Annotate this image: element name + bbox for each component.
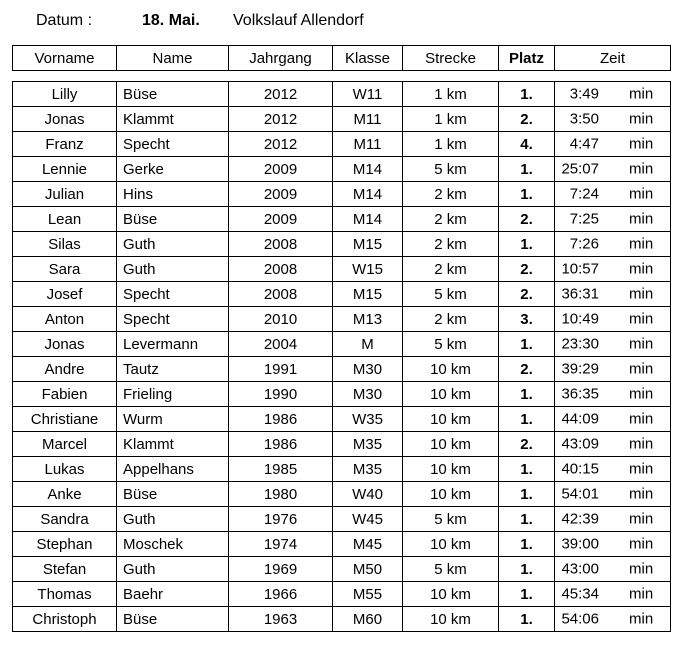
cell-platz: 1. (499, 157, 555, 182)
table-row (13, 207, 671, 232)
cell-klasse: W15 (333, 257, 403, 282)
cell-klasse: M14 (333, 207, 403, 232)
cell-strecke: 10 km (403, 457, 499, 482)
cell-zeit (555, 107, 671, 132)
cell-jahrgang: 2008 (229, 232, 333, 257)
cell-vorname: Fabien (13, 382, 117, 407)
time-unit: min (629, 435, 654, 453)
cell-jahrgang: 1976 (229, 507, 333, 532)
cell-jahrgang: 1980 (229, 482, 333, 507)
cell-jahrgang: 1985 (229, 457, 333, 482)
time-unit: min (629, 110, 654, 128)
time-unit: min (629, 160, 654, 178)
cell-klasse: M50 (333, 557, 403, 582)
col-header-zeit: Zeit (555, 46, 671, 71)
cell-platz: 2. (499, 107, 555, 132)
table-row (13, 432, 671, 457)
cell-platz: 1. (499, 82, 555, 107)
cell-name: Guth (117, 557, 229, 582)
cell-jahrgang: 2009 (229, 207, 333, 232)
results-rows (13, 82, 671, 632)
time-unit: min (629, 260, 654, 278)
cell-strecke: 5 km (403, 157, 499, 182)
cell-platz: 1. (499, 557, 555, 582)
time-value: 45:34 (561, 585, 599, 603)
cell-platz: 4. (499, 132, 555, 157)
cell-klasse: M35 (333, 432, 403, 457)
cell-vorname: Franz (13, 132, 117, 157)
time-unit: min (629, 85, 654, 103)
cell-zeit (555, 307, 671, 332)
cell-vorname: Josef (13, 282, 117, 307)
cell-klasse: M55 (333, 582, 403, 607)
cell-jahrgang: 2012 (229, 82, 333, 107)
time-value: 39:00 (561, 535, 599, 553)
time-value: 7:24 (569, 185, 599, 203)
table-row (13, 357, 671, 382)
cell-zeit (555, 507, 671, 532)
cell-vorname: Sara (13, 257, 117, 282)
results-header-table (12, 45, 671, 71)
cell-strecke: 10 km (403, 407, 499, 432)
cell-name: Specht (117, 132, 229, 157)
time-value: 54:01 (561, 485, 599, 503)
cell-zeit (555, 582, 671, 607)
datum-label: Datum : (36, 12, 93, 29)
time-unit: min (629, 560, 654, 578)
cell-strecke: 2 km (403, 182, 499, 207)
cell-name: Klammt (117, 432, 229, 457)
cell-jahrgang: 1986 (229, 432, 333, 457)
cell-strecke: 2 km (403, 207, 499, 232)
cell-zeit (555, 282, 671, 307)
cell-vorname: Sandra (13, 507, 117, 532)
cell-name: Guth (117, 257, 229, 282)
table-row (13, 307, 671, 332)
cell-vorname: Anton (13, 307, 117, 332)
cell-klasse: M15 (333, 232, 403, 257)
cell-jahrgang: 1963 (229, 607, 333, 632)
time-unit: min (629, 410, 654, 428)
cell-strecke: 10 km (403, 382, 499, 407)
time-value: 3:50 (569, 110, 599, 128)
time-value: 40:15 (561, 460, 599, 478)
cell-klasse: M11 (333, 132, 403, 157)
cell-vorname: Thomas (13, 582, 117, 607)
cell-platz: 1. (499, 232, 555, 257)
cell-zeit (555, 182, 671, 207)
time-value: 25:07 (561, 160, 599, 178)
cell-strecke: 10 km (403, 482, 499, 507)
cell-klasse: M35 (333, 457, 403, 482)
cell-vorname: Lean (13, 207, 117, 232)
cell-platz: 1. (499, 182, 555, 207)
cell-platz: 1. (499, 532, 555, 557)
time-unit: min (629, 535, 654, 553)
cell-name: Hins (117, 182, 229, 207)
cell-vorname: Lilly (13, 82, 117, 107)
cell-platz: 1. (499, 507, 555, 532)
col-header-jahrgang: Jahrgang (229, 46, 333, 71)
cell-name: Büse (117, 82, 229, 107)
cell-name: Tautz (117, 357, 229, 382)
cell-zeit (555, 607, 671, 632)
table-row (13, 582, 671, 607)
cell-klasse: M14 (333, 182, 403, 207)
cell-platz: 3. (499, 307, 555, 332)
table-row (13, 257, 671, 282)
header-row (13, 46, 671, 71)
cell-jahrgang: 1990 (229, 382, 333, 407)
cell-zeit (555, 482, 671, 507)
time-unit: min (629, 360, 654, 378)
cell-klasse: W40 (333, 482, 403, 507)
cell-platz: 1. (499, 607, 555, 632)
cell-klasse: M30 (333, 357, 403, 382)
cell-strecke: 10 km (403, 432, 499, 457)
cell-klasse: W35 (333, 407, 403, 432)
cell-platz: 1. (499, 457, 555, 482)
cell-vorname: Christoph (13, 607, 117, 632)
cell-zeit (555, 82, 671, 107)
cell-strecke: 5 km (403, 557, 499, 582)
cell-platz: 2. (499, 357, 555, 382)
cell-platz: 2. (499, 207, 555, 232)
table-row (13, 232, 671, 257)
cell-jahrgang: 2009 (229, 182, 333, 207)
document-header (0, 12, 687, 34)
cell-klasse: M45 (333, 532, 403, 557)
cell-vorname: Stephan (13, 532, 117, 557)
time-value: 54:06 (561, 610, 599, 628)
cell-jahrgang: 2008 (229, 282, 333, 307)
cell-name: Moschek (117, 532, 229, 557)
time-value: 44:09 (561, 410, 599, 428)
cell-strecke: 1 km (403, 107, 499, 132)
time-unit: min (629, 585, 654, 603)
cell-vorname: Silas (13, 232, 117, 257)
cell-strecke: 2 km (403, 257, 499, 282)
cell-vorname: Christiane (13, 407, 117, 432)
cell-jahrgang: 2012 (229, 107, 333, 132)
cell-klasse: M (333, 332, 403, 357)
event-title: Volkslauf Allendorf (233, 12, 364, 29)
cell-vorname: Lukas (13, 457, 117, 482)
cell-strecke: 1 km (403, 132, 499, 157)
time-unit: min (629, 310, 654, 328)
time-value: 10:57 (561, 260, 599, 278)
time-value: 43:00 (561, 560, 599, 578)
time-unit: min (629, 135, 654, 153)
cell-zeit (555, 157, 671, 182)
table-row (13, 132, 671, 157)
cell-jahrgang: 2004 (229, 332, 333, 357)
table-row (13, 182, 671, 207)
cell-platz: 1. (499, 382, 555, 407)
cell-strecke: 5 km (403, 507, 499, 532)
cell-platz: 1. (499, 482, 555, 507)
cell-strecke: 10 km (403, 607, 499, 632)
table-row (13, 332, 671, 357)
cell-vorname: Andre (13, 357, 117, 382)
cell-platz: 2. (499, 257, 555, 282)
cell-vorname: Stefan (13, 557, 117, 582)
cell-strecke: 5 km (403, 332, 499, 357)
cell-vorname: Lennie (13, 157, 117, 182)
time-unit: min (629, 335, 654, 353)
cell-jahrgang: 2012 (229, 132, 333, 157)
cell-zeit (555, 457, 671, 482)
time-unit: min (629, 185, 654, 203)
cell-jahrgang: 2010 (229, 307, 333, 332)
cell-name: Specht (117, 282, 229, 307)
table-row (13, 557, 671, 582)
cell-name: Büse (117, 607, 229, 632)
time-unit: min (629, 460, 654, 478)
table-row (13, 82, 671, 107)
cell-platz: 1. (499, 582, 555, 607)
cell-strecke: 5 km (403, 282, 499, 307)
time-value: 3:49 (569, 85, 599, 103)
time-value: 36:31 (561, 285, 599, 303)
cell-klasse: W45 (333, 507, 403, 532)
table-row (13, 532, 671, 557)
cell-zeit (555, 132, 671, 157)
time-unit: min (629, 210, 654, 228)
cell-klasse: M30 (333, 382, 403, 407)
col-header-klasse: Klasse (333, 46, 403, 71)
time-value: 36:35 (561, 385, 599, 403)
cell-jahrgang: 1991 (229, 357, 333, 382)
time-unit: min (629, 385, 654, 403)
time-value: 39:29 (561, 360, 599, 378)
table-row (13, 482, 671, 507)
table-row (13, 107, 671, 132)
time-unit: min (629, 285, 654, 303)
cell-name: Guth (117, 232, 229, 257)
table-row (13, 457, 671, 482)
table-row (13, 282, 671, 307)
cell-name: Guth (117, 507, 229, 532)
cell-jahrgang: 1986 (229, 407, 333, 432)
cell-vorname: Anke (13, 482, 117, 507)
time-value: 7:25 (569, 210, 599, 228)
cell-zeit (555, 357, 671, 382)
cell-klasse: M11 (333, 107, 403, 132)
cell-vorname: Jonas (13, 107, 117, 132)
time-value: 10:49 (561, 310, 599, 328)
cell-name: Gerke (117, 157, 229, 182)
time-unit: min (629, 235, 654, 253)
cell-vorname: Julian (13, 182, 117, 207)
cell-name: Büse (117, 482, 229, 507)
cell-klasse: W11 (333, 82, 403, 107)
col-header-platz: Platz (499, 46, 555, 71)
time-unit: min (629, 610, 654, 628)
cell-name: Baehr (117, 582, 229, 607)
cell-strecke: 10 km (403, 532, 499, 557)
time-value: 23:30 (561, 335, 599, 353)
cell-strecke: 2 km (403, 232, 499, 257)
table-row (13, 507, 671, 532)
cell-klasse: M60 (333, 607, 403, 632)
time-value: 4:47 (569, 135, 599, 153)
table-row (13, 382, 671, 407)
cell-jahrgang: 2009 (229, 157, 333, 182)
cell-name: Levermann (117, 332, 229, 357)
event-date: 18. Mai. (142, 12, 200, 29)
cell-jahrgang: 2008 (229, 257, 333, 282)
cell-name: Frieling (117, 382, 229, 407)
cell-jahrgang: 1966 (229, 582, 333, 607)
cell-zeit (555, 232, 671, 257)
cell-name: Büse (117, 207, 229, 232)
cell-zeit (555, 557, 671, 582)
cell-strecke: 2 km (403, 307, 499, 332)
cell-jahrgang: 1974 (229, 532, 333, 557)
table-row (13, 407, 671, 432)
time-unit: min (629, 510, 654, 528)
time-value: 43:09 (561, 435, 599, 453)
results-table (12, 81, 671, 632)
cell-klasse: M13 (333, 307, 403, 332)
table-row (13, 157, 671, 182)
cell-strecke: 10 km (403, 357, 499, 382)
cell-name: Specht (117, 307, 229, 332)
cell-zeit (555, 432, 671, 457)
cell-zeit (555, 207, 671, 232)
time-value: 7:26 (569, 235, 599, 253)
cell-platz: 1. (499, 407, 555, 432)
cell-zeit (555, 532, 671, 557)
cell-zeit (555, 382, 671, 407)
cell-strecke: 1 km (403, 82, 499, 107)
cell-jahrgang: 1969 (229, 557, 333, 582)
cell-name: Wurm (117, 407, 229, 432)
cell-platz: 2. (499, 282, 555, 307)
table-row (13, 607, 671, 632)
cell-strecke: 10 km (403, 582, 499, 607)
cell-vorname: Marcel (13, 432, 117, 457)
cell-klasse: M15 (333, 282, 403, 307)
col-header-name: Name (117, 46, 229, 71)
cell-name: Klammt (117, 107, 229, 132)
cell-klasse: M14 (333, 157, 403, 182)
time-unit: min (629, 485, 654, 503)
cell-zeit (555, 407, 671, 432)
cell-zeit (555, 332, 671, 357)
cell-vorname: Jonas (13, 332, 117, 357)
cell-platz: 2. (499, 432, 555, 457)
time-value: 42:39 (561, 510, 599, 528)
cell-name: Appelhans (117, 457, 229, 482)
col-header-vorname: Vorname (13, 46, 117, 71)
cell-zeit (555, 257, 671, 282)
cell-platz: 1. (499, 332, 555, 357)
col-header-strecke: Strecke (403, 46, 499, 71)
